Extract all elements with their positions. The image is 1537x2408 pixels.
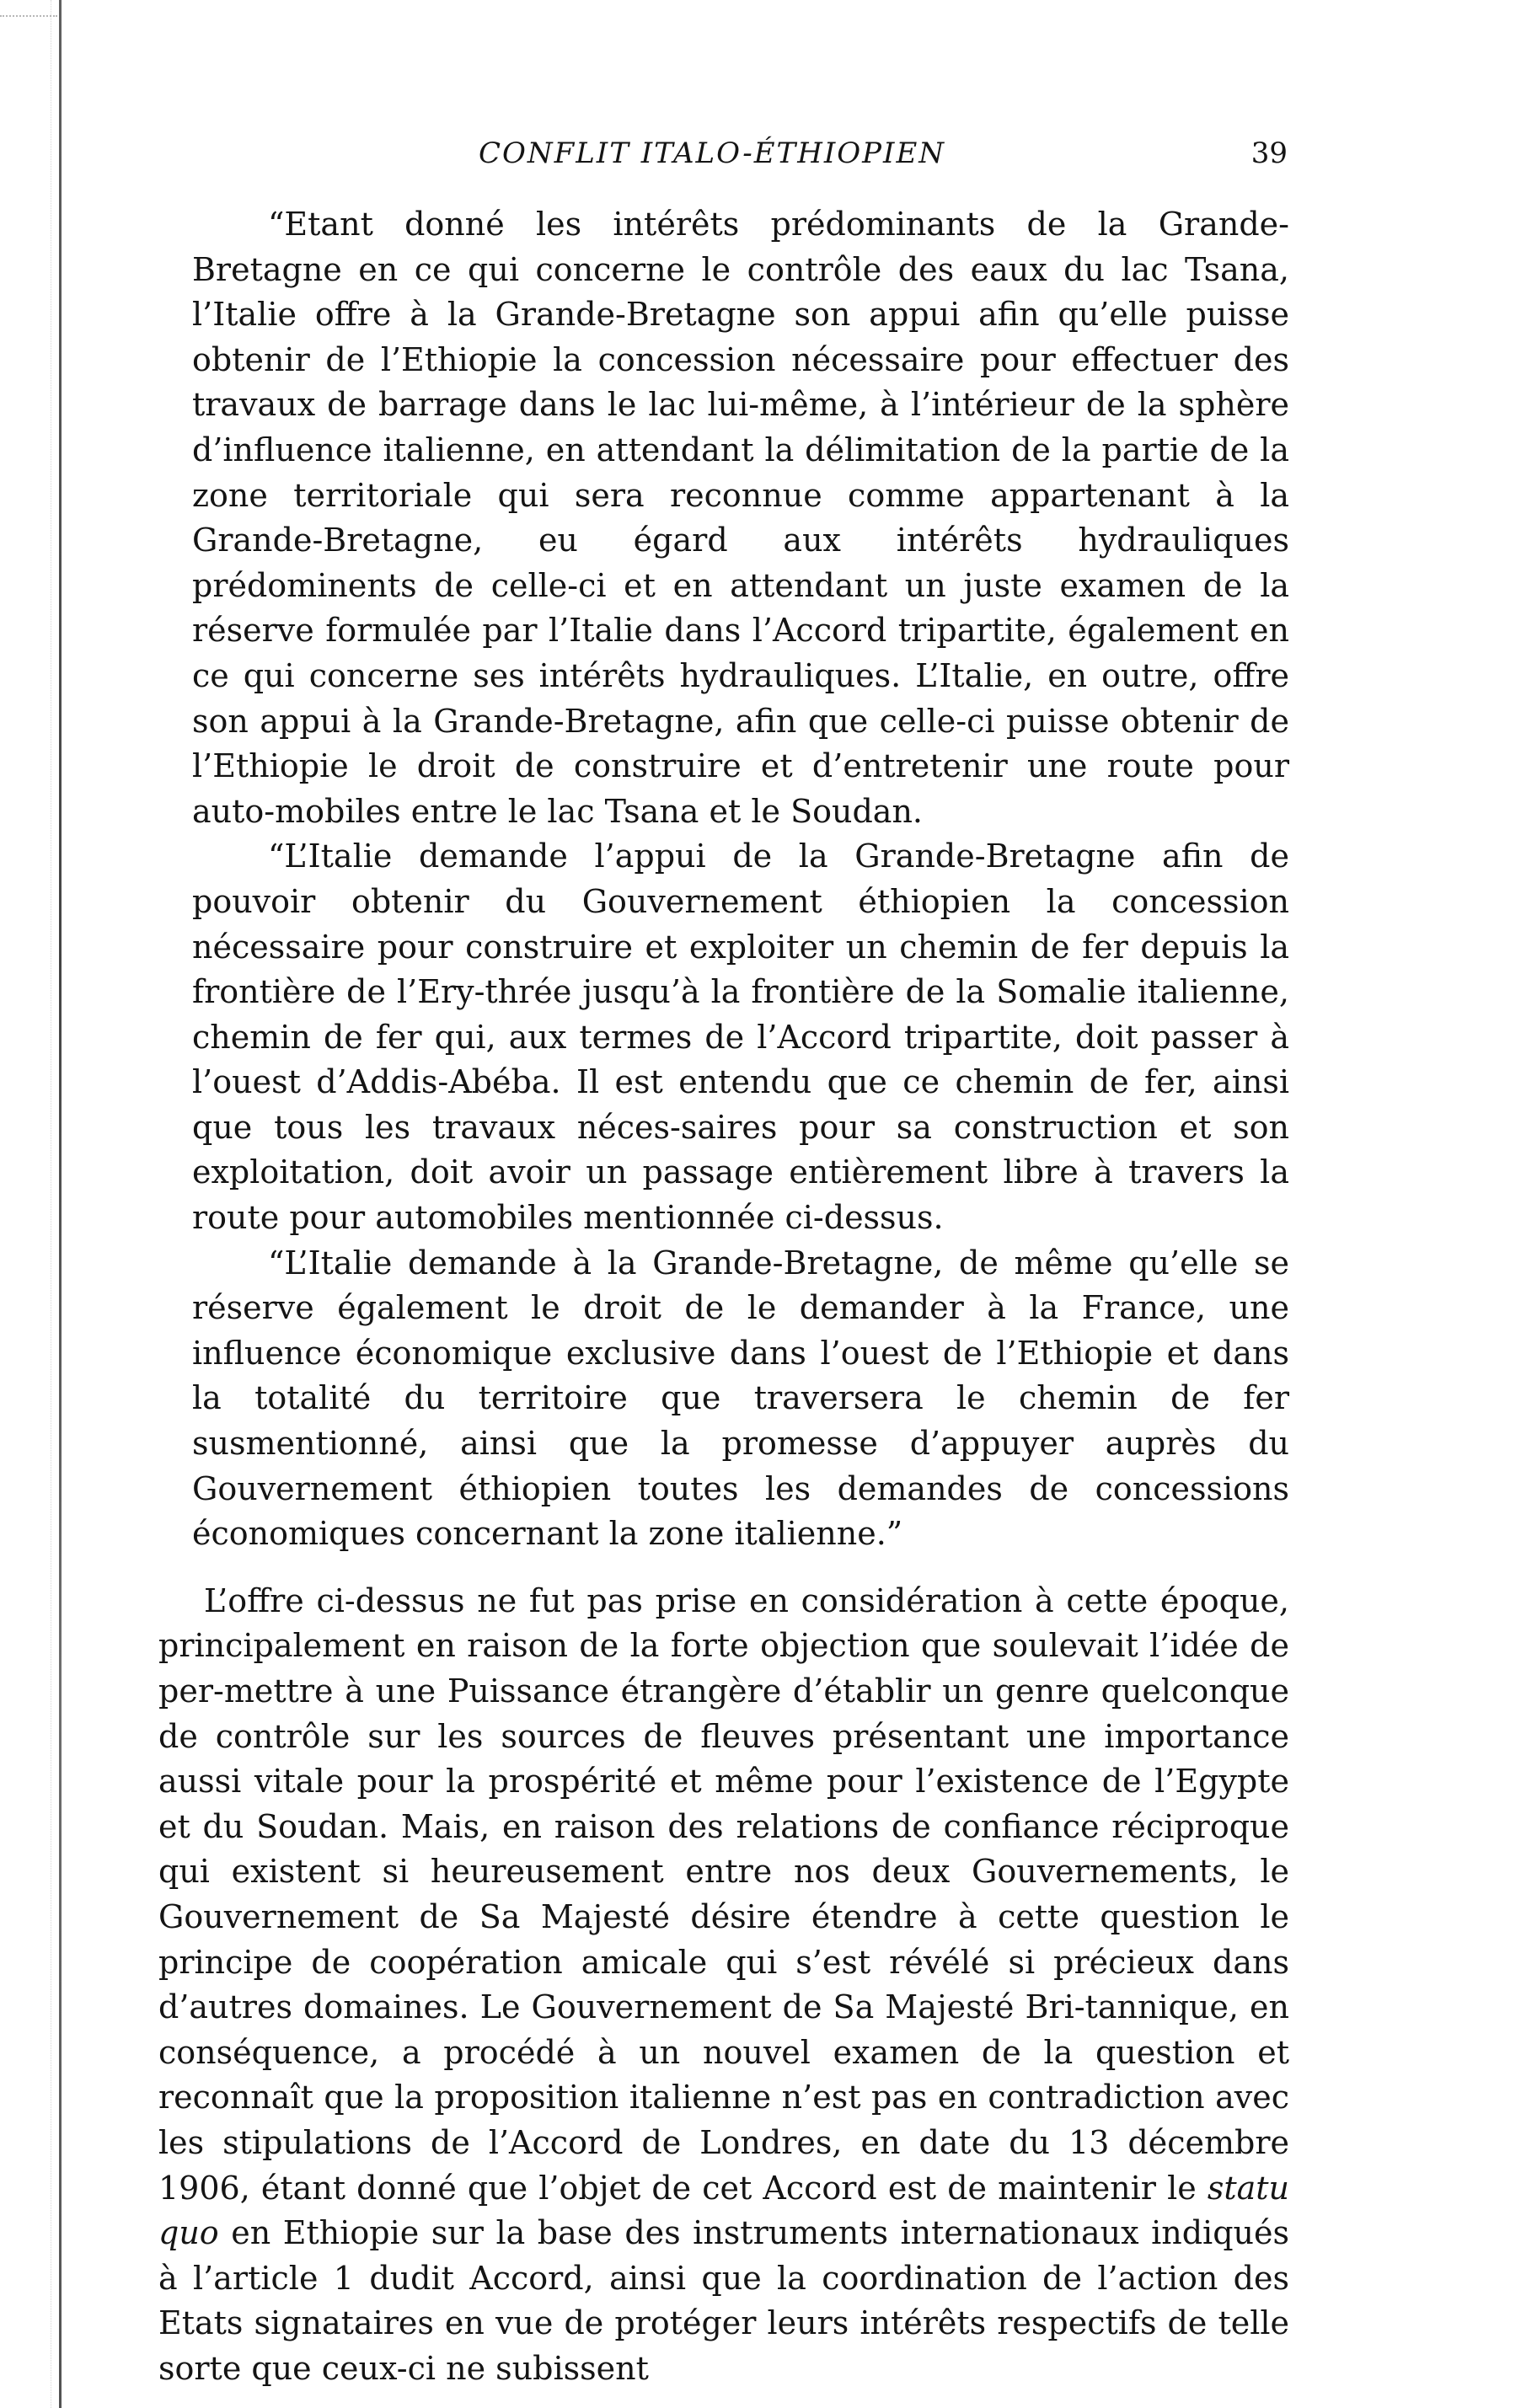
running-head [192, 136, 1288, 179]
scan-corner-artifact [0, 0, 57, 17]
scan-binding-edge [59, 0, 62, 2408]
body-text-part: L’offre ci-dessus ne fut pas prise en considération à cette époque, principalement en raison de la forte objection que soulevait l’idée de per-mettre à une Puissance étrangère d’établir un genre quelconque de contrôle sur les sources de fleuves présentant une importance aussi vitale pour la prospérité et même pour l’existence de l’Egypte et du Soudan. Mais, en raison des relations de confiance réciproque qui existent si heureusement entre nos deux Gouvernements, le Gouvernement de Sa Majesté désire étendre à cette question le principe de coopération amicale qui s’est révélé si précieux dans d’autres domaines. Le Gouvernement de Sa Majesté Bri-tannique, en conséquence, a procédé à un nouvel examen de la question et reconnaît que la proposition italienne n’est pas en contradiction avec les stipulations de l’Accord de Londres, en date du 13 décembre 1906, étant donné que l’objet de cet Accord est de maintenir le [158, 1581, 1289, 2207]
page-number: 39 [1250, 136, 1288, 170]
italic-phrase: statu quo [158, 2169, 1289, 2252]
body-text-part: en Ethiopie sur la base des instruments internationaux indiqués à l’article 1 dudit Accord, ainsi que la coordination de l’action des Etats signataires en vue de protéger leurs intérêts respectifs de telle sorte que ceux-ci ne subissent [158, 2214, 1289, 2387]
scan-margin-artifact [0, 0, 51, 2408]
quoted-paragraph: “Etant donné les intérêts prédominants de la Grande-Bretagne en ce qui concerne le contrôle des eaux du lac Tsana, l’Italie offre à la Grande-Bretagne son appui afin qu’elle puisse obtenir de l’Ethiopie la concession nécessaire pour effectuer des travaux de barrage dans le lac lui-même, à l’intérieur de la sphère d’influence italienne, en attendant la délimitation de la partie de la zone territoriale qui sera reconnue comme appartenant à la Grande-Bretagne, eu égard aux intérêts hydrauliques prédominents de celle-ci et en attendant un juste examen de la réserve formulée par l’Italie dans l’Accord tripartite, également en ce qui concerne ses intérêts hydrauliques. L’Italie, en outre, offre son appui à la Grande-Bretagne, afin que celle-ci puisse obtenir de l’Ethiopie le droit de construire et d’entretenir une route pour auto-mobiles entre le lac Tsana et le Soudan. [192, 206, 1289, 830]
quoted-letter-excerpt [192, 202, 1289, 1557]
body-paragraph [158, 1579, 1289, 2392]
main-text [158, 202, 1289, 2392]
quoted-paragraph: “L’Italie demande l’appui de la Grande-Bretagne afin de pouvoir obtenir du Gouvernement éthiopien la concession nécessaire pour construire et exploiter un chemin de fer depuis la frontière de l’Ery-thrée jusqu’à la frontière de la Somalie italienne, chemin de fer qui, aux termes de l’Accord tripartite, doit passer à l’ouest d’Addis-Abéba. Il est entendu que ce chemin de fer, ainsi que tous les travaux néces-saires pour sa construction et son exploitation, doit avoir un passage entièrement libre à travers la route pour automobiles mentionnée ci-dessus. [192, 837, 1289, 1237]
running-title: CONFLIT ITALO-ÉTHIOPIEN [479, 136, 946, 170]
quoted-paragraph: “L’Italie demande à la Grande-Bretagne, de même qu’elle se réserve également le droit de le demander à la France, une influence économique exclusive dans l’ouest de l’Ethiopie et dans la totalité du territoire que traversera le chemin de fer susmentionné, ainsi que la promesse d’appuyer auprès du Gouvernement éthiopien toutes les demandes de concessions économiques concernant la zone italienne.” [192, 1244, 1289, 1553]
